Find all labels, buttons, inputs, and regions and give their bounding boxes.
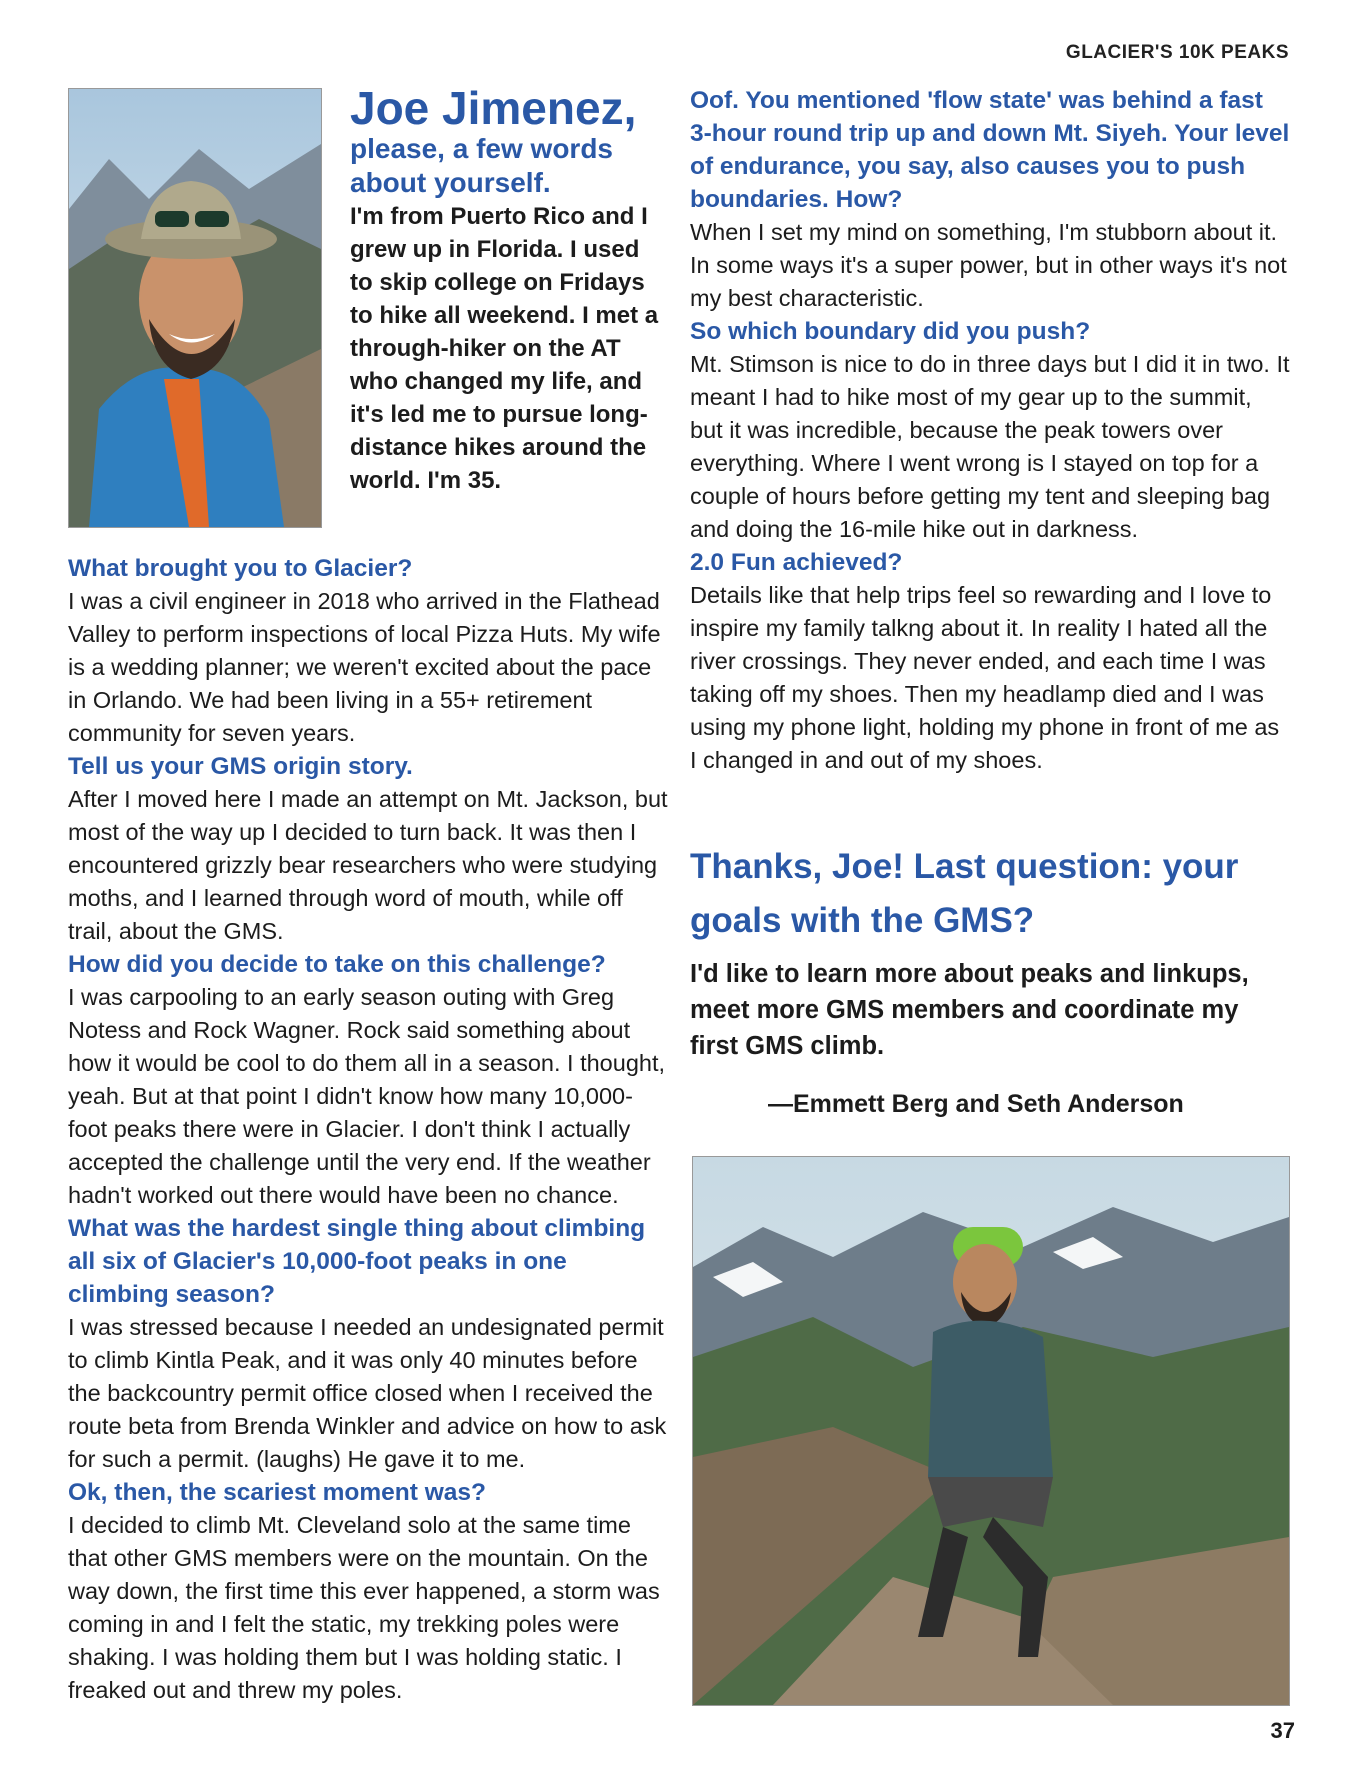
portrait-photo-illustration <box>69 89 321 527</box>
question-heading: How did you decide to take on this challenge? <box>68 951 606 978</box>
answer-text: I was carpooling to an early season outing with Greg Notess and Rock Wagner. Rock said something about how it would be cool to do them all in a season. I thought, yeah. But at that point I didn't know how many 10,000-foot peaks there were in Glacier. I don't think I actually accepted the challenge until the very end. If the weather hadn't worked out there would have been no chance. <box>68 984 666 1208</box>
page-number: 37 <box>1270 1718 1295 1743</box>
intro-subtitle: please, a few words about yourself. <box>350 133 613 198</box>
final-answer: I'd like to learn more about peaks and linkups, meet more GMS members and coordinate my first GMS climb. <box>690 960 1249 1060</box>
summit-photo <box>692 1156 1290 1706</box>
left-column <box>68 552 668 1707</box>
final-question: Thanks, Joe! Last question: your goals with the GMS? <box>690 847 1239 940</box>
intro-text: I'm from Puerto Rico and I grew up in Florida. I used to skip college on Fridays to hike all weekend. I met a through-hiker on the AT who changed my life, and it's led me to pursue long-distance hikes around the world. I'm 35. <box>350 203 659 494</box>
intro-name: Joe Jimenez, <box>350 82 637 134</box>
question-heading: What brought you to Glacier? <box>68 555 413 582</box>
question-heading: So which boundary did you push? <box>690 318 1091 345</box>
answer-text: Mt. Stimson is nice to do in three days but I did it in two. It meant I had to hike most of my gear up to the summit, but it was incredible, because the peak towers over everything. Where I went wrong is I stayed on top for a couple of hours before getting my tent and sleeping bag and doing the 16-mile hike out in darkness. <box>690 351 1290 542</box>
portrait-photo <box>68 88 322 528</box>
byline: —Emmett Berg and Seth Anderson <box>768 1090 1184 1118</box>
question-heading: Tell us your GMS origin story. <box>68 753 413 780</box>
running-head: GLACIER'S 10K PEAKS <box>1065 42 1289 63</box>
answer-text: I decided to climb Mt. Cleveland solo at the same time that other GMS members were on the mountain. On the way down, the first time this ever happened, a storm was coming in and I felt the static, my trekking poles were shaking. I was holding them but I was holding static. I freaked out and threw my poles. <box>68 1512 660 1703</box>
question-heading: 2.0 Fun achieved? <box>690 549 903 576</box>
final-block <box>690 840 1290 1064</box>
intro-block <box>350 84 662 497</box>
answer-text: When I set my mind on something, I'm stubborn about it. In some ways it's a super power, but in other ways it's not my best characteristic. <box>690 219 1287 311</box>
right-column <box>690 84 1290 777</box>
answer-text: I was a civil engineer in 2018 who arrived in the Flathead Valley to perform inspections of local Pizza Huts. My wife is a wedding planner; we weren't excited about the pace in Orlando. We had been living in a 55+ retirement community for seven years. <box>68 588 661 746</box>
summit-photo-illustration <box>693 1157 1289 1705</box>
answer-text: After I moved here I made an attempt on Mt. Jackson, but most of the way up I decided to turn back. It was then I encountered grizzly bear researchers who were studying moths, and I learned through word of mouth, while off trail, about the GMS. <box>68 786 668 944</box>
question-heading: What was the hardest single thing about climbing all six of Glacier's 10,000-foot peaks in one climbing season? <box>68 1215 646 1308</box>
answer-text: I was stressed because I needed an undesignated permit to climb Kintla Peak, and it was only 40 minutes before the backcountry permit office closed when I received the route beta from Brenda Winkler and advice on how to ask for such a permit. (laughs) He gave it to me. <box>68 1314 667 1472</box>
answer-text: Details like that help trips feel so rewarding and I love to inspire my family talkng about it. In reality I hated all the river crossings. They never ended, and each time I was taking off my shoes. Then my headlamp died and I was using my phone light, holding my phone in front of me as I changed in and out of my shoes. <box>690 582 1280 773</box>
question-heading: Ok, then, the scariest moment was? <box>68 1479 486 1506</box>
question-heading: Oof. You mentioned 'flow state' was behind a fast 3-hour round trip up and down Mt. Siyeh. Your level of endurance, you say, also causes you to push boundaries. How? <box>690 87 1290 213</box>
